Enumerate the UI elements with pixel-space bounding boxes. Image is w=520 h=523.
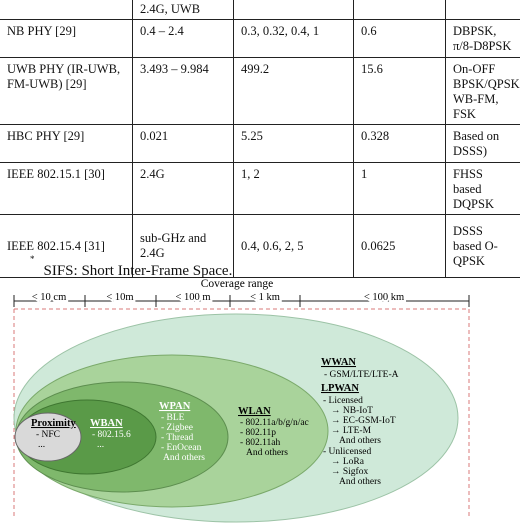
lpwan-item: - Unlicensed	[323, 447, 372, 457]
table-cell-rate: 1, 2	[234, 163, 354, 215]
table-cell-band: 2.4G	[133, 163, 234, 215]
table-cell-power: 0.328	[354, 125, 446, 163]
table-cell-rate: 0.4, 0.6, 2, 5	[234, 215, 354, 278]
table-row	[0, 20, 520, 58]
table-cell-phy	[0, 0, 133, 20]
coverage-range-diagram	[0, 273, 474, 523]
table-cell-modulation	[446, 0, 520, 20]
table-cell-band: sub-GHz and 2.4G	[133, 215, 234, 278]
wpan-item: - Thread	[161, 433, 194, 443]
table-cell-band: 2.4G, UWB	[133, 0, 234, 20]
table-cell-phy: HBC PHY [29]	[0, 125, 133, 163]
table-cell-rate: 5.25	[234, 125, 354, 163]
lpwan-item: And others	[339, 477, 381, 487]
table-cell-modulation: Based on DSSS)	[446, 125, 520, 163]
table-cell-rate: 0.3, 0.32, 0.4, 1	[234, 20, 354, 58]
range-axis	[14, 292, 469, 307]
lpwan-title: LPWAN	[321, 383, 359, 394]
table-cell-power: 15.6	[354, 58, 446, 125]
table-cell-power	[354, 0, 446, 20]
range-label: < 100 km	[363, 292, 405, 303]
lpwan-item: → Sigfox	[331, 467, 369, 477]
table-cell-band: 0.021	[133, 125, 234, 163]
range-label: < 100 m	[175, 292, 211, 303]
range-label: < 1 km	[250, 292, 280, 303]
table-row	[0, 163, 520, 215]
table-cell-band: 3.493 – 9.984	[133, 58, 234, 125]
coverage-title: Coverage range	[200, 278, 274, 290]
proximity-item: ...	[38, 440, 46, 450]
wwan-title: WWAN	[321, 357, 357, 368]
table-cell-modulation: DBPSK, π/8-D8PSK	[446, 20, 520, 58]
wwan-item: - GSM/LTE/LTE-A	[324, 370, 399, 380]
table-cell-rate: 499.2	[234, 58, 354, 125]
proximity-title: Proximity	[31, 418, 76, 429]
table-cell-rate	[234, 0, 354, 20]
lpwan-item: - Licensed	[323, 396, 363, 406]
table-cell-modulation: On-OFF BPSK/QPSK WB-FM, FSK	[446, 58, 520, 125]
wban-item: ...	[97, 440, 105, 450]
table-row	[0, 0, 520, 20]
wpan-item: And others	[163, 453, 205, 463]
wban-title: WBAN	[90, 418, 123, 429]
table-cell-power: 0.6	[354, 20, 446, 58]
table-cell-phy: IEEE 802.15.4 [31]	[0, 215, 133, 278]
table-cell-phy: IEEE 802.15.1 [30]	[0, 163, 133, 215]
coverage-diagram-svg	[0, 273, 474, 523]
range-label: < 10 cm	[31, 292, 67, 303]
wpan-item: - BLE	[161, 413, 185, 423]
table-row	[0, 58, 520, 125]
table-cell-phy: NB PHY [29]	[0, 20, 133, 58]
range-label: < 10m	[106, 292, 134, 303]
footnote-marker: *	[30, 254, 35, 264]
lpwan-item: And others	[339, 436, 381, 446]
wpan-item: - EnOcean	[161, 443, 202, 453]
table-cell-modulation: DSSS based O-QPSK	[446, 215, 520, 278]
proximity-item: - NFC	[36, 430, 61, 440]
wpan-title: WPAN	[159, 401, 191, 412]
lpwan-item: → EC-GSM-IoT	[331, 416, 396, 426]
table-cell-modulation: FHSS based DQPSK	[446, 163, 520, 215]
wban-item: - 802.15.6	[92, 430, 131, 440]
lpwan-item: → LoRa	[331, 457, 364, 467]
table-row	[0, 125, 520, 163]
lpwan-item: → NB-IoT	[331, 406, 373, 416]
lpwan-item: → LTE-M	[331, 426, 372, 436]
table-cell-band: 0.4 – 2.4	[133, 20, 234, 58]
footnote-text: SIFS: Short Inter-Frame Space.	[43, 263, 233, 279]
wpan-item: - Zigbee	[161, 423, 193, 433]
table-cell-phy: UWB PHY (IR-UWB, FM-UWB) [29]	[0, 58, 133, 125]
table-cell-power: 1	[354, 163, 446, 215]
wlan-title: WLAN	[238, 406, 271, 417]
table-cell-power: 0.0625	[354, 215, 446, 278]
wlan-item: - 802.11a/b/g/n/ac	[240, 418, 309, 428]
wlan-item: And others	[246, 448, 288, 458]
wlan-item: - 802.11p	[240, 428, 277, 438]
wlan-item: - 802.11ah	[240, 438, 281, 448]
